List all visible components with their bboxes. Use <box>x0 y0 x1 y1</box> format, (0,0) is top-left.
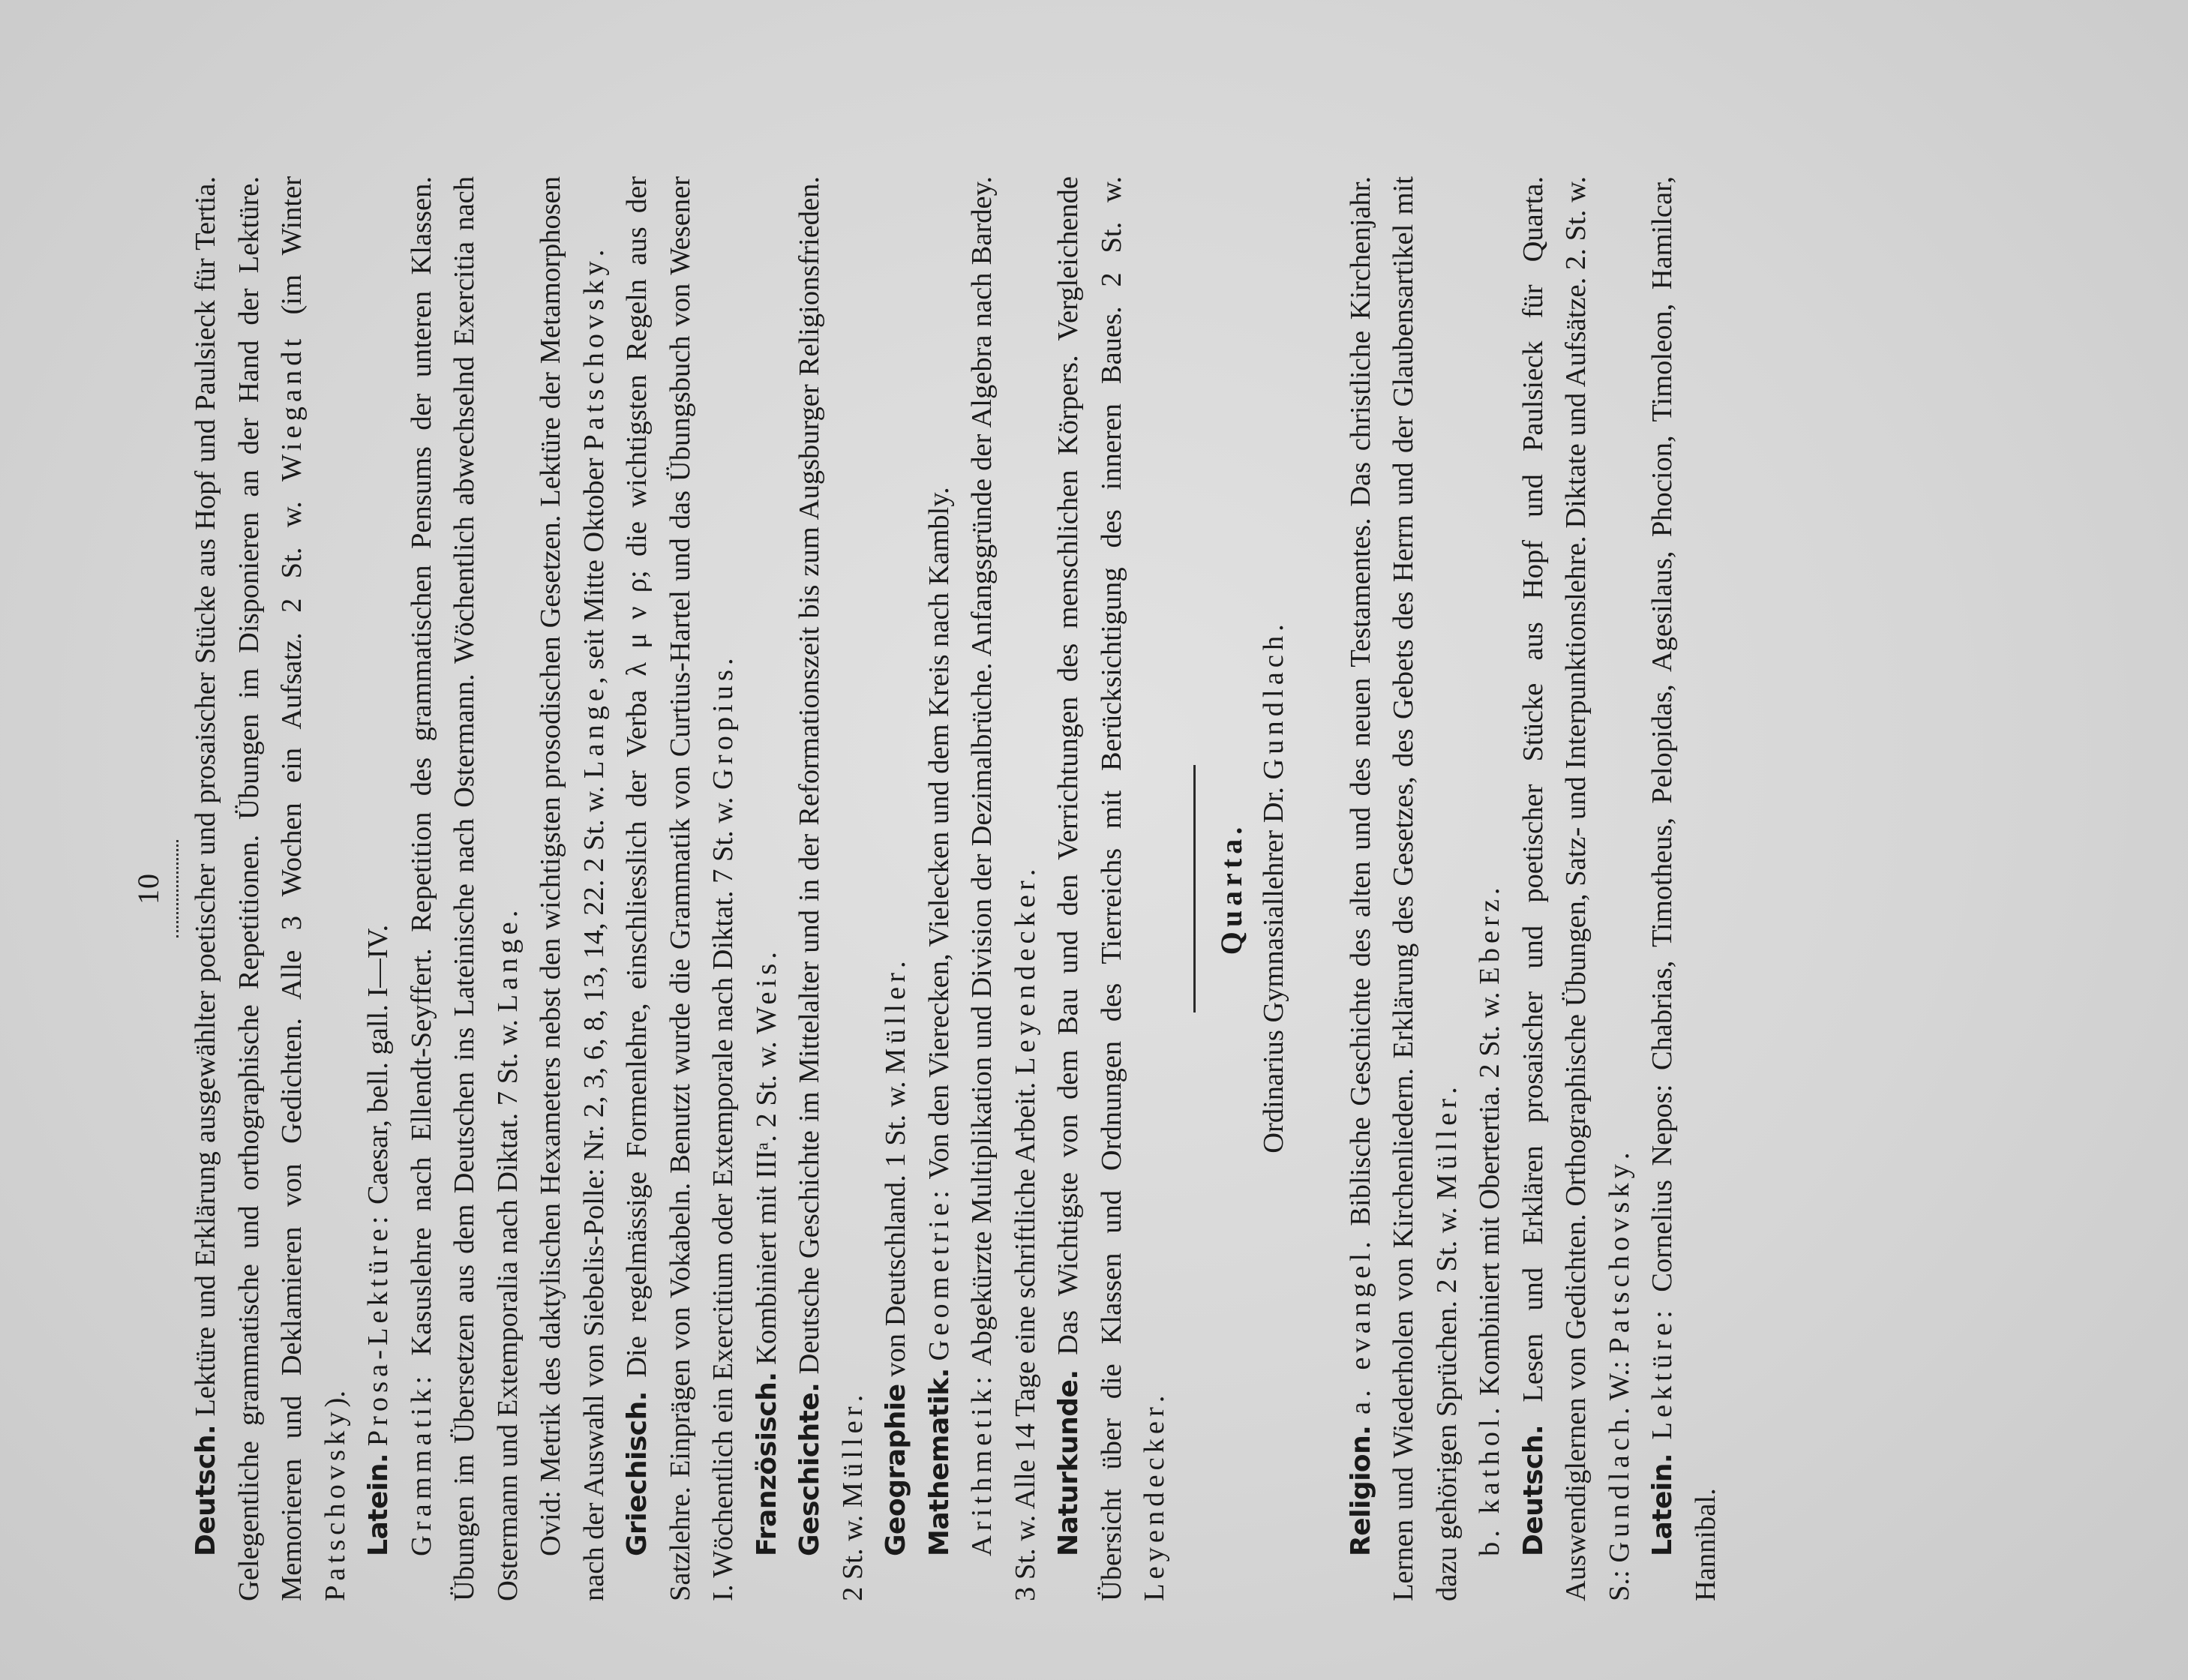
latein-lektuere-text: Caesar, bell. gall. I—IV. <box>362 924 394 1204</box>
quarta-latein-paragraph <box>1641 176 1727 1601</box>
ovid-end: . <box>578 249 610 257</box>
ovid-text: Metrik des daktylischen Hexameters nebst den wichtigsten prosodischen Gesetzen. Lektüre der Metamorphosen nach der Auswahl von Siebelis-Polle: Nr. 2, 3, 6, 8, 13, 14, 22. 2 St. w. <box>535 176 610 1601</box>
religion-a-text: Biblische Geschichte des alten und des neuen Testamentes. Das christliche Kirchenjahr. Lernen und Wiederholen von Kirchenliedern. Erklärung des Gesetzes, des Gebets des Herrn und der Glaubensartikel mit dazu gehörigen Sprüchen. 2 St. w. <box>1344 176 1463 1601</box>
franzoesisch-label: Französisch. <box>751 1372 782 1556</box>
deutsch-text: Lektüre und Erklärung ausgewählter poetischer und prosaischer Stücke aus Hopf und Paulsieck für Tertia. Gelegentliche grammatische und orthographische Repetitionen. Übungen im Disponieren an der Hand der Lektüre. Memorieren und Deklamieren von Gedichten. Alle 3 Wochen ein Aufsatz. 2 St. w. <box>190 176 308 1601</box>
religion-paragraph <box>1340 176 1469 1601</box>
grammatik-teacher: Lange <box>491 917 524 1012</box>
deutsch-teacher: Wiegandt <box>276 334 308 482</box>
spacer <box>1296 176 1340 1601</box>
religion-b-paragraph <box>1469 176 1512 1601</box>
grammatik-label: Grammatik: <box>405 1371 437 1556</box>
page-number-ornament <box>169 840 179 938</box>
arithmetik-teacher: Leyendecker <box>1009 876 1041 1076</box>
grammatik-text: Kasuslehre nach Ellendt-Seyffert. Repetition des grammatischen Pensums der unteren Klassen. Übungen im Übersetzen aus dem Deutschen ins Lateinische nach Ostermann. Wöchentlich abwechselnd Exercitia nach Ostermann und Extemporalia nach Diktat. 7 St. w. <box>405 176 524 1601</box>
ovid-label: Ovid: <box>535 1490 566 1556</box>
geographie-paragraph <box>875 176 918 1601</box>
religion-b-label: b. kathol. <box>1474 1402 1505 1556</box>
naturkunde-text: Das Wichtigste von dem Bau und den Verrichtungen des menschlichen Körpers. Vergleichende Übersicht über die Klassen und Ordnungen des Tierreichs mit Berücksichtigung des inneren Baues. 2 St. w. <box>1052 176 1127 1601</box>
page-content <box>131 176 2036 1601</box>
geschichte-end: . <box>836 1394 869 1402</box>
franzoesisch-end: . <box>750 952 782 959</box>
ovid-paragraph <box>530 176 616 1601</box>
arithmetik-text: Abgekürzte Multiplikation und Division der Dezimalbrüche. Anfangsgründe der Algebra nach Bardey. 3 St. w. Alle 14 Tage eine schriftliche Arbeit. <box>966 176 1041 1601</box>
ovid-teacher2: Patschovsky <box>578 256 610 451</box>
naturkunde-teacher: Leyendecker <box>1139 1402 1170 1601</box>
religion-b-teacher: Eberz <box>1474 895 1505 985</box>
geometrie-label: Geometrie: <box>923 1186 955 1361</box>
arithmetik-end: . <box>1009 868 1041 877</box>
franzoesisch-paragraph <box>746 176 789 1601</box>
arithmetik-paragraph <box>961 176 1047 1601</box>
griechisch-paragraph <box>616 176 746 1601</box>
latein-paragraph <box>357 176 401 1601</box>
grammatik-end: . <box>491 910 524 918</box>
franzoesisch-text: Kombiniert mit IIIᵃ. 2 St. w. <box>750 1041 782 1365</box>
geographie-text: von Deutschland. 1 St. w. <box>880 1081 911 1377</box>
mathematik-label: Mathematik. <box>923 1368 955 1556</box>
ovid-teacher: Lange <box>578 683 610 779</box>
geographie-end: . <box>880 961 911 969</box>
naturkunde-end: . <box>1139 1395 1170 1403</box>
quarta-deutsch-paragraph <box>1512 176 1642 1601</box>
geographie-teacher: Müller <box>880 968 911 1074</box>
religion-a-teacher: Müller <box>1430 1094 1463 1200</box>
naturkunde-label: Naturkunde. <box>1053 1370 1084 1556</box>
griechisch-label: Griechisch. <box>622 1391 653 1556</box>
arithmetik-label: Arithmetik: <box>966 1372 998 1556</box>
page-number: 10 <box>131 873 165 904</box>
quarta-latein-label: Latein. <box>1647 1453 1678 1556</box>
geschichte-teacher: Müller <box>836 1402 869 1508</box>
geschichte-label: Geschichte. <box>794 1382 825 1556</box>
latein-label: Latein. <box>363 1453 394 1556</box>
section-divider <box>1193 765 1196 1012</box>
quarta-deutsch-label: Deutsch. <box>1517 1424 1549 1556</box>
ordinarius-end: . <box>1258 624 1289 632</box>
ordinarius-text: Ordinarius Gymnasiallehrer Dr. <box>1258 787 1289 1154</box>
religion-b-text: Kombiniert mit Obertertia. 2 St. w. <box>1474 992 1505 1396</box>
religion-a-end: . <box>1430 1087 1463 1094</box>
geographie-label: Geographie <box>881 1384 911 1556</box>
geschichte-text: Deutsche Geschichte im Mittelalter und in der Reformationszeit bis zum Augsburger Religionsfrieden. 2 St. w. <box>794 176 869 1601</box>
griechisch-teacher: Gropius <box>707 664 739 790</box>
deutsch-paragraph <box>185 176 357 1601</box>
geometrie-text: Von den Vierecken, Vielecken und dem Kreis nach Kambly. <box>923 487 955 1180</box>
quarta-deutsch-mid: . W.: <box>1603 1360 1635 1414</box>
ordinarius-line <box>1253 176 1296 1601</box>
religion-a-label: a. evangel. <box>1344 1237 1376 1414</box>
grammatik-paragraph <box>401 176 530 1601</box>
deutsch-teacher2: Patschovsky <box>319 1407 351 1601</box>
ovid-mid: , seit Mitte Oktober <box>578 458 610 684</box>
quarta-deutsch-teacher2: Patschovsky <box>1603 1160 1635 1354</box>
deutsch-teacher-note: (im Winter <box>276 176 308 315</box>
franzoesisch-teacher: Weis <box>750 958 782 1034</box>
quarta-deutsch-teacher: Gundlach <box>1603 1414 1635 1563</box>
deutsch-close: ). <box>319 1390 351 1408</box>
section-heading-quarta: Quarta. <box>1214 822 1248 956</box>
mathematik-paragraph <box>918 176 962 1601</box>
griechisch-text: Die regelmässige Formenlehre, einschliesslich der Verba λ μ ν ρ; die wichtigsten Regeln aus der Satzlehre. Einprägen von Vokabeln. Benutzt wurde die Grammatik von Curtius-Hartel und das Übungsbuch von Wesener I. Wöchentlich ein Exercitium oder Extemporale nach Diktat. 7 St. w. <box>621 176 739 1601</box>
religion-b-end: . <box>1474 887 1505 896</box>
latein-lektuere-label: Prosa-Lektüre: <box>362 1211 394 1447</box>
deutsch-label: Deutsch. <box>191 1424 221 1556</box>
quarta-deutsch-text: Lesen und Erklären prosaischer und poetischer Stücke aus Hopf und Paulsieck für Quarta. Auswendiglernen von Gedichten. Orthographische Übungen, Satz- und Interpunktionslehre. Diktate und Aufsätze. 2. St. w. S.: <box>1517 176 1635 1601</box>
religion-label: Religion. <box>1345 1425 1376 1556</box>
quarta-latein-lektuere-label: Lektüre: <box>1646 1306 1678 1440</box>
geschichte-paragraph <box>788 176 875 1601</box>
quarta-deutsch-end: . <box>1603 1152 1635 1160</box>
ordinarius-name: Gundlach <box>1258 631 1289 780</box>
griechisch-end: . <box>707 658 739 665</box>
quarta-latein-text: Cornelius Nepos: Chabrias, Timotheus, Pelopidas, Agesilaus, Phocion, Timoleon, Hamilcar, Hannibal. <box>1646 176 1721 1601</box>
naturkunde-paragraph <box>1047 176 1177 1601</box>
